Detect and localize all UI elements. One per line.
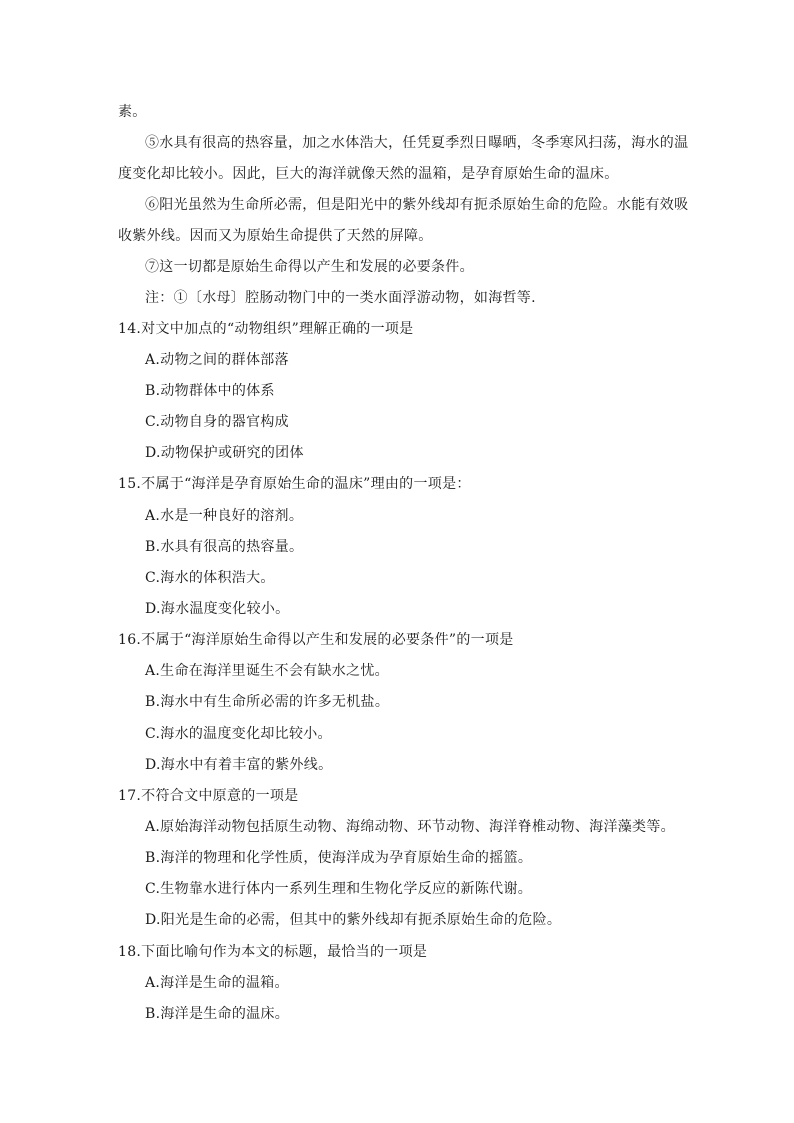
- option-a: A.原始海洋动物包括原生动物、海绵动物、环节动物、海洋脊椎动物、海洋藻类等。: [145, 819, 675, 835]
- option-d: D.动物保护或研究的团体: [145, 445, 304, 461]
- option-d: D.阳光是生命的必需，但其中的紫外线却有扼杀原始生命的危险。: [145, 912, 562, 928]
- option-a: A.生命在海洋里诞生不会有缺水之忧。: [145, 663, 389, 679]
- question-stem: 15.不属于“海洋是孕育原始生命的温床”理由的一项是：: [118, 476, 471, 492]
- option-b: B.海洋是生命的温床。: [145, 1006, 290, 1022]
- passage-paragraph-6-line-2: 收紫外线。因而又为原始生命提供了天然的屏障。: [118, 228, 433, 244]
- option-b: B.海水中有生命所必需的许多无机盐。: [145, 694, 390, 710]
- option-d: D.海水温度变化较小。: [145, 601, 290, 617]
- option-a: A.海洋是生命的温箱。: [145, 975, 289, 991]
- option-b: B.动物群体中的体系: [145, 383, 275, 399]
- option-c: C.动物自身的器官构成: [145, 414, 289, 430]
- option-c: C.生物靠水进行体内一系列生理和生物化学反应的新陈代谢。: [145, 881, 533, 897]
- footnote: 注：①〔水母〕腔肠动物门中的一类水面浮游动物，如海哲等.: [145, 290, 536, 306]
- question-stem: 14.对文中加点的“动物组织”理解正确的一项是: [118, 321, 414, 337]
- option-b: B.水具有很高的热容量。: [145, 539, 304, 555]
- option-b: B.海洋的物理和化学性质，使海洋成为孕育原始生命的摇篮。: [145, 850, 533, 866]
- passage-line: 素。: [118, 104, 147, 120]
- option-c: C.海水的温度变化却比较小。: [145, 726, 332, 742]
- question-stem: 17.不符合文中原意的一项是: [118, 788, 299, 804]
- option-a: A.水是一种良好的溶剂。: [145, 508, 304, 524]
- question-stem: 18.下面比喻句作为本文的标题，最恰当的一项是: [118, 944, 428, 960]
- option-a: A.动物之间的群体部落: [145, 352, 289, 368]
- passage-paragraph-5-line-1: ⑤水具有很高的热容量，加之水体浩大，任凭夏季烈日曝晒，冬季寒风扫荡，海水的温: [145, 135, 689, 151]
- passage-paragraph-5-line-2: 度变化却比较小。因此，巨大的海洋就像天然的温箱，是孕育原始生命的温床。: [118, 166, 619, 182]
- passage-paragraph-7: ⑦这一切都是原始生命得以产生和发展的必要条件。: [145, 259, 474, 275]
- question-stem: 16.不属于“海洋原始生命得以产生和发展的必要条件”的一项是: [118, 632, 514, 648]
- passage-paragraph-6-line-1: ⑥阳光虽然为生命所必需，但是阳光中的紫外线却有扼杀原始生命的危险。水能有效吸: [145, 197, 689, 213]
- option-c: C.海水的体积浩大。: [145, 570, 275, 586]
- option-d: D.海水中有着丰富的紫外线。: [145, 757, 333, 773]
